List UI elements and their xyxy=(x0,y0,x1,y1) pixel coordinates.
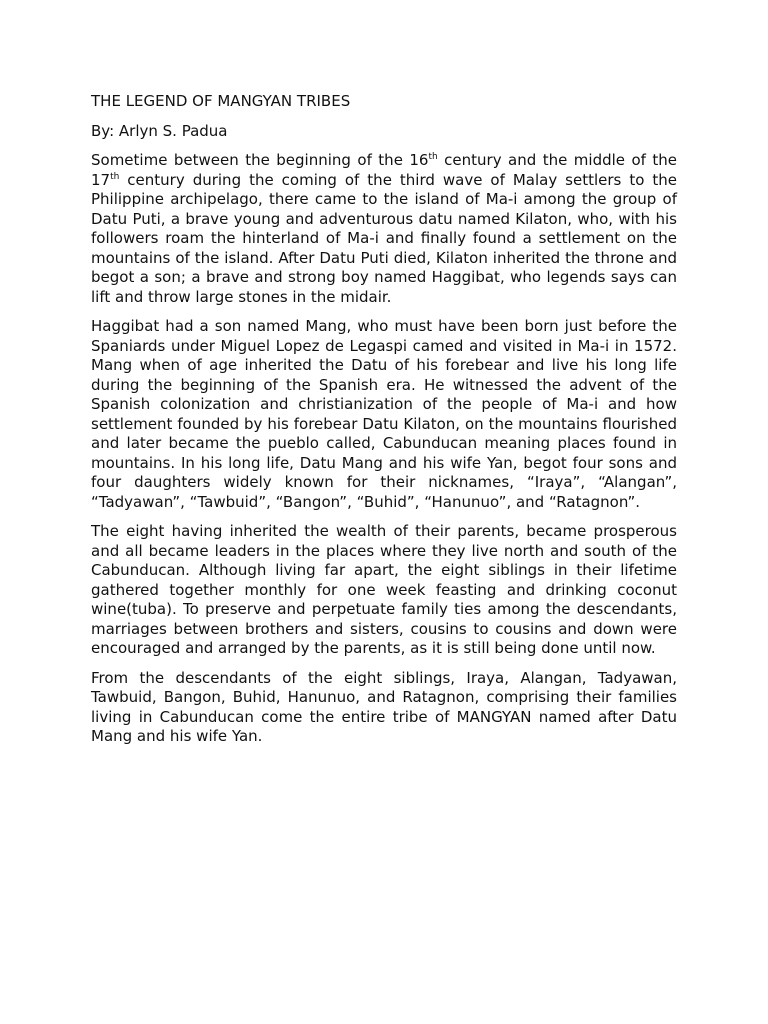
document-title: THE LEGEND OF MANGYAN TRIBES xyxy=(91,92,351,110)
document-page xyxy=(91,92,677,757)
paragraph-1-part-c: century during the coming of the third wave of Malay settlers to the Philippine archipelago, there came to the island of Ma-i among the group of Datu Puti, a brave young and adventurous datu named Kilaton, who, with his followers roam the hinterland of Ma-i and finally found a settlement on the mountains of the island. After Datu Puti died, Kilaton inherited the throne and begot a son; a brave and strong boy named Haggibat, who legends says can lift and throw large stones in the midair. xyxy=(91,170,677,306)
paragraph-3: The eight having inherited the wealth of their parents, became prosperous and all became leaders in the places where they live north and south of the Cabunducan. Although living far apart, the eight siblings in their lifetime gathered together monthly for one week feasting and drinking coconut wine(tuba). To preserve and perpetuate family ties among the descendants, marriages between brothers and sisters, cousins to cousins and down were encouraged and arranged by the parents, as it is still being done until now. xyxy=(91,522,677,657)
paragraph-1-part-b: century and the middle of the 17 xyxy=(91,151,677,189)
paragraph-1-part-a: Sometime between the beginning of the 16 xyxy=(91,151,429,169)
ordinal-suffix-1: th xyxy=(428,152,438,162)
paragraph-4: From the descendants of the eight siblings, Iraya, Alangan, Tadyawan, Tawbuid, Bangon, Buhid, Hanunuo, and Ratagnon, comprising their families living in Cabunducan come the entire tribe of MANGYAN named after Datu Mang and his wife Yan. xyxy=(91,668,677,745)
paragraph-2: Haggibat had a son named Mang, who must have been born just before the Spaniards under Miguel Lopez de Legaspi camed and visited in Ma-i in 1572. Mang when of age inherited the Datu of his forebear and live his long life during the beginning of the Spanish era. He witnessed the advent of the Spanish colonization and christianization of the people of Ma-i and how settlement founded by his forebear Datu Kilaton, on the mountains flourished and later became the pueblo called, Cabunducan meaning places found in mountains. In his long life, Datu Mang and his wife Yan, begot four sons and four daughters widely known for their nicknames, “Iraya”, “Alangan”, “Tadyawan”, “Tawbuid”, “Bangon”, “Buhid”, “Hanunuo”, and “Ratagnon”. xyxy=(91,317,677,511)
ordinal-suffix-2: th xyxy=(110,171,120,182)
document-author: By: Arlyn S. Padua xyxy=(91,121,228,140)
paragraph-1 xyxy=(91,151,677,307)
